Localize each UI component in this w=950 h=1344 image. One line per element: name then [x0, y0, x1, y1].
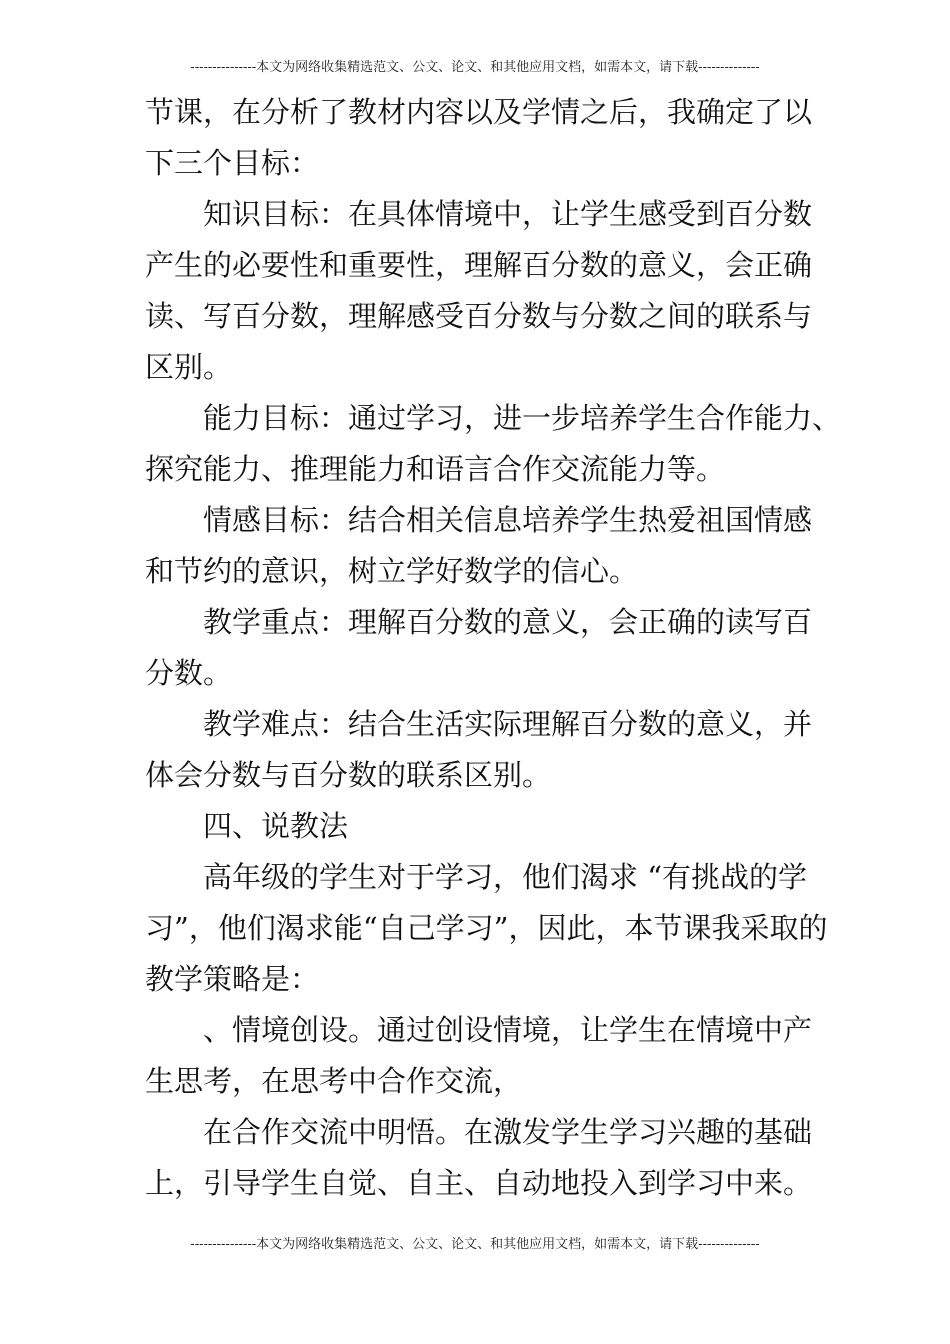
- ability-goal-line: 能力目标：通过学习，进一步培养学生合作能力、: [203, 401, 842, 435]
- emotion-goal-line: 情感目标：结合相关信息培养学生热爱祖国情感: [203, 503, 813, 537]
- page-header: ---------------本文为网络收集精选范文、公文、论文、和其他应用文档，如需本文，请下载--------------: [190, 60, 760, 75]
- teaching-difficulty-line: 教学难点：结合生活实际理解百分数的意义，并: [203, 707, 813, 741]
- page-footer: ---------------本文为网络收集精选范文、公文、论文、和其他应用文档，如需本文，请下载--------------: [190, 1237, 760, 1252]
- text-line: 在合作交流中明悟。在激发学生学习兴趣的基础: [203, 1115, 813, 1149]
- text-line: 习”，他们渴求能“自己学习”，因此，本节课我采取的: [145, 911, 828, 945]
- teaching-focus-line: 教学重点：理解百分数的意义，会正确的读写百: [203, 605, 813, 639]
- text-line: 生思考，在思考中合作交流，: [145, 1064, 523, 1098]
- text-line: 探究能力、推理能力和语言合作交流能力等。: [145, 452, 726, 486]
- text-line: 和节约的意识，树立学好数学的信心。: [145, 554, 639, 588]
- text-line: 区别。: [145, 350, 233, 384]
- section-heading: 四、说教法: [203, 809, 349, 843]
- text-line: 读、写百分数，理解感受百分数与分数之间的联系与: [145, 299, 813, 333]
- text-line: 上，引导学生自觉、自主、自动地投入到学习中来。: [145, 1166, 813, 1200]
- text-line: 分数。: [145, 656, 233, 690]
- document-body: [145, 87, 842, 1209]
- text-line: 下三个目标：: [145, 146, 320, 180]
- text-line: 高年级的学生对于学习，他们渴求 “有挑战的学: [203, 860, 808, 894]
- text-line: 、情境创设。通过创设情境，让学生在情境中产: [203, 1013, 813, 1047]
- text-line: 节课，在分析了教材内容以及学情之后，我确定了以: [145, 95, 813, 129]
- text-line: 体会分数与百分数的联系区别。: [145, 758, 552, 792]
- knowledge-goal-line: 知识目标：在具体情境中，让学生感受到百分数: [203, 197, 813, 231]
- text-line: 教学策略是：: [145, 962, 320, 996]
- text-line: 产生的必要性和重要性，理解百分数的意义，会正确: [145, 248, 813, 282]
